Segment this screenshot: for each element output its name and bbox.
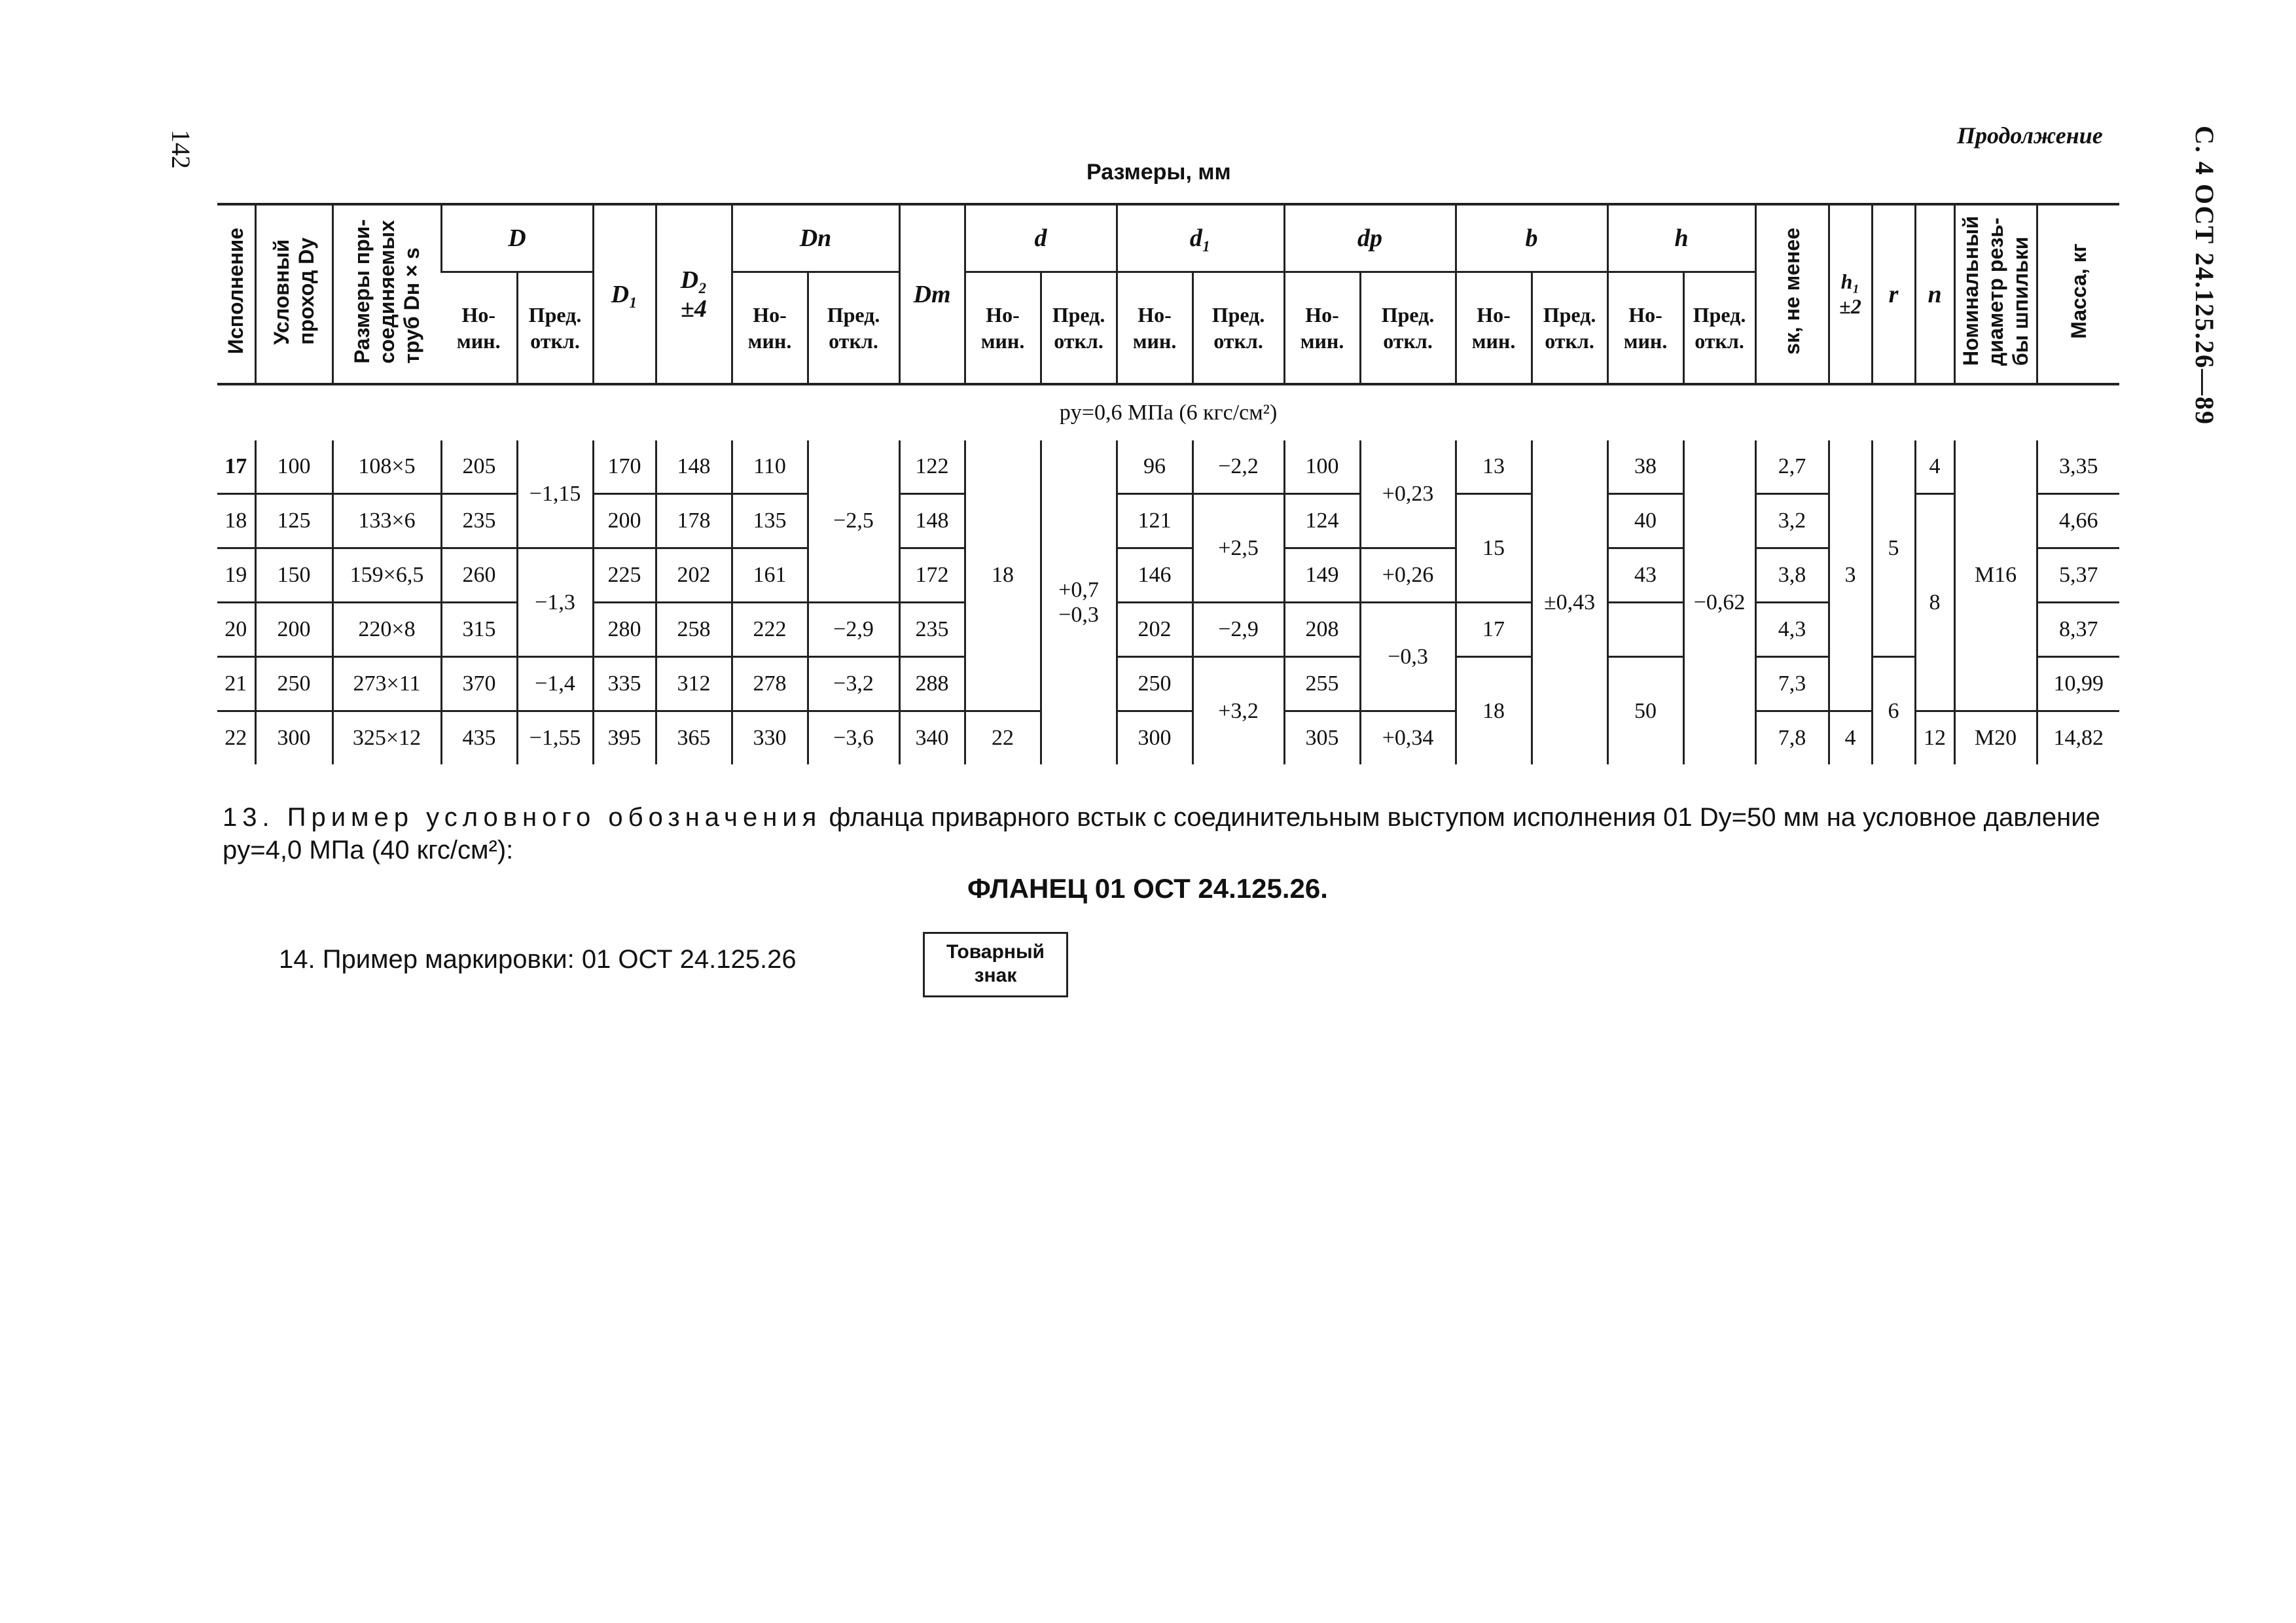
cell-pipe: 273×11 bbox=[332, 657, 441, 711]
cell-d-dev: +0,7 −0,3 bbox=[1041, 440, 1117, 764]
cell-D2: 202 bbox=[656, 548, 732, 603]
cell-dp-nom: 255 bbox=[1284, 657, 1360, 711]
sub-pred: Пред. откл. bbox=[517, 272, 593, 385]
cell-dp-nom: 305 bbox=[1284, 711, 1360, 765]
cell-Dm: 235 bbox=[899, 603, 965, 657]
flange-dimensions-table bbox=[217, 203, 2119, 764]
cell-Dn-dev: −2,9 bbox=[808, 603, 899, 657]
cell-b-dev: ±0,43 bbox=[1532, 440, 1607, 764]
cell-pipe: 108×5 bbox=[332, 440, 441, 494]
sub-pred: Пред. откл. bbox=[1683, 272, 1755, 385]
cell-dp-nom: 208 bbox=[1284, 603, 1360, 657]
cell-mass: 4,66 bbox=[2037, 494, 2119, 548]
cell-mass: 14,82 bbox=[2037, 711, 2119, 765]
dimensions-title: Размеры, мм bbox=[1086, 160, 1231, 185]
sub-nom: Но- мин. bbox=[965, 272, 1041, 385]
sub-nom: Но- мин. bbox=[1607, 272, 1683, 385]
cell-dy: 200 bbox=[255, 603, 332, 657]
col-ispolnenie: Исполнение bbox=[217, 204, 255, 384]
sub-pred: Пред. откл. bbox=[1532, 272, 1607, 385]
cell-dp-nom: 149 bbox=[1284, 548, 1360, 603]
cell-D-nom: 315 bbox=[441, 603, 517, 657]
cell-dy: 100 bbox=[255, 440, 332, 494]
cell-Dm: 172 bbox=[899, 548, 965, 603]
cell-D-dev: −1,55 bbox=[517, 711, 593, 765]
cell-n: 4 bbox=[1915, 440, 1954, 494]
cell-dp-nom: 124 bbox=[1284, 494, 1360, 548]
sub-pred: Пред. откл. bbox=[1193, 272, 1284, 385]
cell-d1-dev: +2,5 bbox=[1193, 494, 1284, 603]
cell-D-nom: 260 bbox=[441, 548, 517, 603]
col-D: D bbox=[441, 204, 593, 272]
example-14-marking: 14. Пример маркировки: 01 ОСТ 24.125.26 bbox=[279, 945, 797, 974]
cell-h-dev: −0,62 bbox=[1683, 440, 1755, 764]
sub-pred: Пред. откл. bbox=[808, 272, 899, 385]
cell-isp: 19 bbox=[217, 548, 255, 603]
sub-pred: Пред. откл. bbox=[1041, 272, 1117, 385]
col-D2: D₂ ±4 bbox=[656, 204, 732, 384]
cell-pipe: 159×6,5 bbox=[332, 548, 441, 603]
cell-D2: 312 bbox=[656, 657, 732, 711]
cell-dp-dev: +0,26 bbox=[1360, 548, 1456, 603]
cell-d-nom: 18 bbox=[965, 440, 1041, 711]
cell-Dn-dev: −2,5 bbox=[808, 440, 899, 603]
cell-sk: 3,2 bbox=[1755, 494, 1829, 548]
cell-D-nom: 205 bbox=[441, 440, 517, 494]
cell-b-nom: 15 bbox=[1456, 494, 1532, 603]
cell-D2: 258 bbox=[656, 603, 732, 657]
col-pipe: Размеры при- соединяемых труб Dн×s bbox=[332, 204, 441, 384]
cell-pipe: 325×12 bbox=[332, 711, 441, 765]
col-dy: Условный проход Dу bbox=[255, 204, 332, 384]
cell-Dm: 122 bbox=[899, 440, 965, 494]
example-13-lead: 13. Пример условного обозначения bbox=[223, 803, 822, 832]
standard-code: С. 4 ОСТ 24.125.26—89 bbox=[2190, 126, 2219, 426]
cell-sk: 3,8 bbox=[1755, 548, 1829, 603]
cell-dy: 125 bbox=[255, 494, 332, 548]
cell-Dn-nom: 222 bbox=[732, 603, 808, 657]
table-row bbox=[217, 440, 2119, 494]
cell-Dn-nom: 135 bbox=[732, 494, 808, 548]
cell-Dn-dev: −3,6 bbox=[808, 711, 899, 765]
sub-nom: Но- мин. bbox=[441, 272, 517, 385]
cell-d1-nom: 300 bbox=[1117, 711, 1193, 765]
cell-h-nom: 38 bbox=[1607, 440, 1683, 494]
cell-r: 5 bbox=[1872, 440, 1915, 657]
sub-nom: Но- мин. bbox=[1456, 272, 1532, 385]
sub-nom: Но- мин. bbox=[1284, 272, 1360, 385]
cell-dp-dev: −0,3 bbox=[1360, 603, 1456, 711]
cell-D-dev: −1,3 bbox=[517, 548, 593, 657]
col-dp: dр bbox=[1284, 204, 1456, 272]
cell-isp: 22 bbox=[224, 726, 247, 750]
cell-D1: 170 bbox=[593, 440, 656, 494]
sub-nom: Но- мин. bbox=[732, 272, 808, 385]
col-d1: d₁ bbox=[1117, 204, 1284, 272]
col-r: r bbox=[1872, 204, 1915, 384]
cell-Dm: 148 bbox=[899, 494, 965, 548]
cell-Dn-dev: −3,2 bbox=[808, 657, 899, 711]
trademark-box bbox=[923, 932, 1068, 997]
col-h: h bbox=[1607, 204, 1755, 272]
col-Dm: Dm bbox=[899, 204, 965, 384]
cell-mass: 3,35 bbox=[2037, 440, 2119, 494]
cell-isp: 20 bbox=[217, 603, 255, 657]
col-Dn: Dn bbox=[732, 204, 899, 272]
cell-dp-dev: +0,23 bbox=[1360, 440, 1456, 548]
cell-mass: 8,37 bbox=[2037, 603, 2119, 657]
cell-isp: 17 bbox=[217, 440, 255, 494]
cell-b-nom: 13 bbox=[1456, 440, 1532, 494]
cell-d1-nom: 96 bbox=[1117, 440, 1193, 494]
cell-Dn-nom: 330 bbox=[732, 711, 808, 765]
cell-D1: 200 bbox=[593, 494, 656, 548]
cell-pipe: 220×8 bbox=[332, 603, 441, 657]
cell-dy: 300 bbox=[255, 711, 332, 765]
cell-d1-nom: 202 bbox=[1117, 603, 1193, 657]
cell-d1-dev: +3,2 bbox=[1193, 657, 1284, 765]
example-13-paragraph bbox=[223, 801, 2121, 866]
cell-D2: 148 bbox=[656, 440, 732, 494]
cell-h-nom: 50 bbox=[1607, 657, 1683, 765]
cell-sk: 2,7 bbox=[1755, 440, 1829, 494]
cell-dp-dev: +0,34 bbox=[1360, 711, 1456, 765]
cell-Dm: 288 bbox=[899, 657, 965, 711]
cell-sk: 7,3 bbox=[1755, 657, 1829, 711]
cell-dy: 150 bbox=[255, 548, 332, 603]
cell-d1-dev: −2,2 bbox=[1193, 440, 1284, 494]
cell-b-nom: 17 bbox=[1456, 603, 1532, 657]
cell-D-dev: −1,15 bbox=[517, 440, 593, 548]
sub-pred: Пред. откл. bbox=[1360, 272, 1456, 385]
cell-n: 12 bbox=[1915, 711, 1954, 765]
cell-d1-nom: 121 bbox=[1117, 494, 1193, 548]
cell-D1: 280 bbox=[593, 603, 656, 657]
cell-r: 6 bbox=[1872, 657, 1915, 765]
cell-h1: 4 bbox=[1829, 711, 1872, 765]
col-sk: sк, не менее bbox=[1755, 204, 1829, 384]
cell-D2: 178 bbox=[656, 494, 732, 548]
col-h1: h₁ ±2 bbox=[1829, 204, 1872, 384]
cell-Dn-nom: 161 bbox=[732, 548, 808, 603]
col-D1: D₁ bbox=[593, 204, 656, 384]
cell-h1: 3 bbox=[1829, 440, 1872, 711]
col-n: n bbox=[1915, 204, 1954, 384]
cell-n: 8 bbox=[1915, 494, 1954, 711]
cell-sk: 4,3 bbox=[1755, 603, 1829, 657]
cell-D-nom: 435 bbox=[441, 711, 517, 765]
cell-Dm: 340 bbox=[899, 711, 965, 765]
col-thread: Номинальный диаметр резь- бы шпильки bbox=[1954, 204, 2037, 384]
cell-D1: 225 bbox=[593, 548, 656, 603]
cell-dp-nom: 100 bbox=[1284, 440, 1360, 494]
example-13-text: фланца приварного встык с соединительным выступом исполнения 01 Dу=50 мм на условное давление pу=4,0 МПа (40 кгс/см²): bbox=[223, 803, 2100, 865]
pressure-group-label: pу=0,6 МПа (6 кгс/см²) bbox=[1059, 401, 1278, 425]
cell-d1-nom: 250 bbox=[1117, 657, 1193, 711]
cell-d-nom: 22 bbox=[965, 711, 1041, 765]
cell-d1-nom: 146 bbox=[1117, 548, 1193, 603]
cell-thread: М16 bbox=[1954, 440, 2037, 711]
cell-sk: 7,8 bbox=[1755, 711, 1829, 765]
cell-D-nom: 235 bbox=[441, 494, 517, 548]
cell-D-dev: −1,4 bbox=[517, 657, 593, 711]
continuation-label: Продолжение bbox=[1957, 122, 2103, 149]
col-b: b bbox=[1456, 204, 1607, 272]
designation-example: ФЛАНЕЦ 01 ОСТ 24.125.26. bbox=[967, 873, 1328, 904]
table-row bbox=[217, 711, 2119, 765]
col-d: d bbox=[965, 204, 1117, 272]
cell-D2: 365 bbox=[656, 711, 732, 765]
cell-h-nom: 40 bbox=[1607, 494, 1683, 548]
cell-d1-dev: −2,9 bbox=[1193, 603, 1284, 657]
cell-D1: 335 bbox=[593, 657, 656, 711]
cell-Dn-nom: 278 bbox=[732, 657, 808, 711]
cell-isp: 21 bbox=[217, 657, 255, 711]
cell-isp: 18 bbox=[217, 494, 255, 548]
cell-mass: 5,37 bbox=[2037, 548, 2119, 603]
trademark-label: Товарный знак bbox=[946, 941, 1045, 986]
cell-pipe: 133×6 bbox=[332, 494, 441, 548]
cell-b-nom: 18 bbox=[1456, 657, 1532, 765]
col-mass: Масса, кг bbox=[2037, 204, 2119, 384]
page-number: 142 bbox=[166, 130, 196, 169]
cell-h-nom: 43 bbox=[1607, 548, 1683, 603]
cell-D-nom: 370 bbox=[441, 657, 517, 711]
cell-Dn-nom: 110 bbox=[732, 440, 808, 494]
cell-D1: 395 bbox=[593, 711, 656, 765]
cell-thread: М20 bbox=[1954, 711, 2037, 765]
cell-mass: 10,99 bbox=[2037, 657, 2119, 711]
cell-h-nom bbox=[1607, 603, 1683, 657]
sub-nom: Но- мин. bbox=[1117, 272, 1193, 385]
cell-dy: 250 bbox=[255, 657, 332, 711]
